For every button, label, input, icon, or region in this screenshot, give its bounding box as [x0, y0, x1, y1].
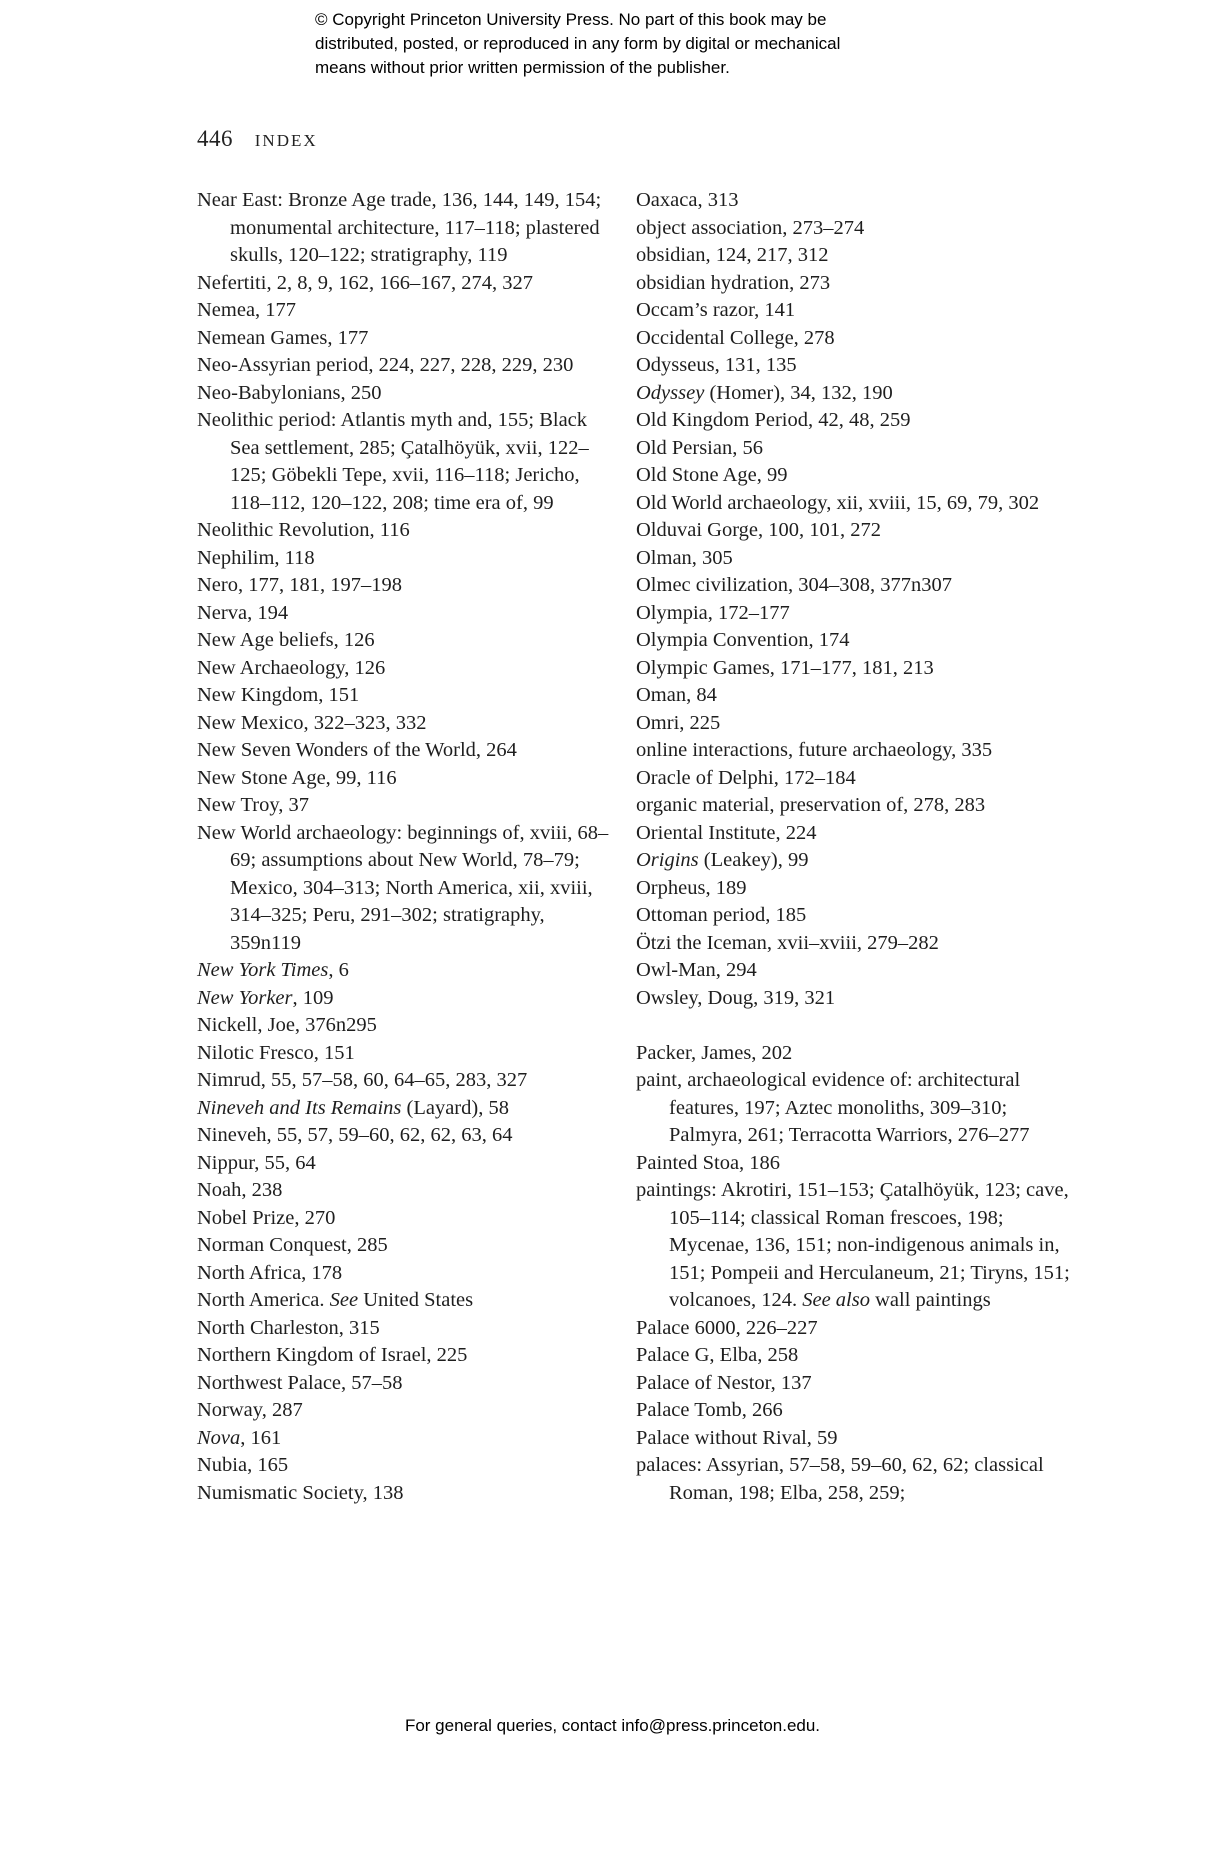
footer-contact: For general queries, contact info@press.princeton.edu.: [404, 1716, 821, 1735]
index-entry: Nobel Prize, 270: [197, 1206, 336, 1229]
entry-text: North America.: [197, 1289, 330, 1311]
entry-italic-text: New Yorker: [197, 986, 293, 1009]
index-entry: Old Stone Age, 99: [636, 464, 788, 486]
running-head: [197, 126, 318, 152]
index-entry: New Troy, 37: [197, 794, 310, 816]
index-entry: Norway, 287: [197, 1399, 303, 1421]
index-entry: North Africa, 178: [197, 1261, 343, 1284]
index-entry: Olympic Games, 171–177, 181, 213: [636, 656, 934, 679]
index-entry: Nimrud, 55, 57–58, 60, 64–65, 283, 327: [197, 1069, 528, 1091]
index-entry: Occidental College, 278: [636, 326, 835, 349]
index-entry: Odysseus, 131, 135: [636, 354, 797, 376]
entry-text: , 161: [240, 1426, 282, 1449]
index-entry: obsidian, 124, 217, 312: [636, 244, 829, 266]
index-entry: [197, 1095, 617, 1123]
index-entry: Nilotic Fresco, 151: [197, 1041, 355, 1064]
copyright-notice: [315, 8, 955, 80]
index-entry: Olman, 305: [636, 546, 733, 569]
index-entry: Oriental Institute, 224: [636, 821, 817, 844]
index-entry: Nineveh, 55, 57, 59–60, 62, 62, 63, 64: [197, 1124, 513, 1146]
index-entry: paint, archaeological evidence of: architectural features, 197; Aztec monoliths, 309–310; Palmyra, 261; Terracotta Warriors, 276–277: [636, 1069, 1030, 1146]
index-entry: New Seven Wonders of the World, 264: [197, 739, 517, 761]
entry-italic-text: Odyssey: [636, 381, 705, 404]
index-entry: Nerva, 194: [197, 601, 289, 624]
index-entry: New Archaeology, 126: [197, 656, 386, 679]
index-entry: [636, 1177, 1076, 1315]
index-entry: Near East: Bronze Age trade, 136, 144, 149, 154; monumental architecture, 117–118; plastered skulls, 120–122; stratigraphy, 119: [197, 189, 602, 266]
index-entry: Old World archaeology, xii, xviii, 15, 69, 79, 302: [636, 491, 1040, 514]
index-entry: [636, 847, 1076, 875]
entry-text: (Leakey), 99: [698, 849, 809, 871]
index-entry: Nero, 177, 181, 197–198: [197, 574, 402, 596]
index-entry: Numismatic Society, 138: [197, 1481, 404, 1504]
index-entry: Nemea, 177: [197, 299, 297, 321]
entry-italic-text: See also: [802, 1289, 870, 1311]
index-entry: Nickell, Joe, 376n295: [197, 1014, 377, 1036]
letter-group-gap: [636, 1012, 1076, 1040]
index-entry: Packer, James, 202: [636, 1041, 793, 1064]
index-entry: obsidian hydration, 273: [636, 271, 831, 294]
index-entry: Owsley, Doug, 319, 321: [636, 986, 836, 1009]
entry-italic-text: Origins: [636, 849, 699, 871]
index-entry: Nubia, 165: [197, 1454, 289, 1476]
index-entry: palaces: Assyrian, 57–58, 59–60, 62, 62; classical Roman, 198; Elba, 258, 259;: [636, 1454, 1044, 1504]
index-entry: Omri, 225: [636, 711, 721, 734]
index-entry: Oman, 84: [636, 684, 717, 706]
index-column-left: [197, 187, 617, 1507]
index-entry: [636, 380, 1076, 408]
index-entry: Neo-Assyrian period, 224, 227, 228, 229, 230: [197, 354, 574, 376]
index-entry: [197, 1287, 617, 1315]
index-entry: online interactions, future archaeology, 335: [636, 739, 993, 761]
entry-text: paintings: Akrotiri, 151–153; Çatalhöyük, 123; cave, 105–114; classical Roman frescoes, 198; Mycenae, 136, 151; non-indigenous animals in, 151; Pompeii and Herculaneum, 21; Tiryns, 151; volcanoes, 124.: [636, 1179, 1070, 1311]
index-entry: Nefertiti, 2, 8, 9, 162, 166–167, 274, 327: [197, 271, 533, 294]
index-entry: Olympia, 172–177: [636, 601, 790, 624]
index-entry: Painted Stoa, 186: [636, 1151, 781, 1174]
index-entry: Occam’s razor, 141: [636, 299, 796, 321]
index-entry: Olympia Convention, 174: [636, 629, 850, 651]
index-entry: Olmec civilization, 304–308, 377n307: [636, 574, 952, 596]
index-entry: Norman Conquest, 285: [197, 1234, 388, 1256]
index-entry: Ötzi the Iceman, xvii–xviii, 279–282: [636, 931, 939, 954]
copyright-line: means without prior written permission of the publisher.: [315, 58, 730, 77]
index-entry: [197, 1425, 617, 1453]
index-entry: Owl-Man, 294: [636, 959, 757, 981]
index-entry: Old Persian, 56: [636, 436, 763, 459]
index-entry: [197, 985, 617, 1013]
index-entry: Noah, 238: [197, 1179, 283, 1201]
index-entry: Old Kingdom Period, 42, 48, 259: [636, 409, 911, 431]
index-entry: Palace G, Elba, 258: [636, 1344, 799, 1366]
entry-italic-text: Nineveh and Its Remains: [197, 1096, 402, 1119]
index-entry: New Age beliefs, 126: [197, 629, 375, 651]
index-entry: Orpheus, 189: [636, 876, 747, 899]
entry-text: wall paintings: [869, 1289, 991, 1311]
entry-text: United States: [358, 1289, 474, 1311]
index-entry: Palace of Nestor, 137: [636, 1371, 812, 1394]
index-entry: Ottoman period, 185: [636, 904, 807, 926]
entry-italic-text: See: [329, 1289, 359, 1311]
entry-italic-text: Nova: [197, 1426, 241, 1449]
index-entry: Nippur, 55, 64: [197, 1151, 316, 1174]
page-number: 446: [197, 126, 233, 151]
index-entry: Neo-Babylonians, 250: [197, 381, 382, 404]
index-entry: Neolithic Revolution, 116: [197, 519, 410, 541]
copyright-line: © Copyright Princeton University Press. No part of this book may be: [315, 10, 827, 29]
index-entry: organic material, preservation of, 278, 283: [636, 794, 986, 816]
entry-italic-text: New York Times: [197, 959, 329, 981]
index-entry: Nephilim, 118: [197, 546, 315, 569]
index-entry: Oracle of Delphi, 172–184: [636, 766, 856, 789]
index-entry: Neolithic period: Atlantis myth and, 155; Black Sea settlement, 285; Çatalhöyük, xvii, 122–125; Göbekli Tepe, xvii, 116–118; Jericho, 118–112, 120–122, 208; time era of, 99: [197, 409, 589, 514]
entry-text: (Homer), 34, 132, 190: [704, 381, 893, 404]
entry-text: , 6: [328, 959, 349, 981]
index-entry: Palace Tomb, 266: [636, 1399, 783, 1421]
index-entry: Nemean Games, 177: [197, 326, 369, 349]
index-entry: New Stone Age, 99, 116: [197, 766, 397, 789]
index-entry: object association, 273–274: [636, 216, 865, 239]
entry-text: , 109: [292, 986, 334, 1009]
index-entry: Northwest Palace, 57–58: [197, 1371, 403, 1394]
index-entry: [197, 957, 617, 985]
index-column-right: [636, 187, 1076, 1507]
index-entry: New Mexico, 322–323, 332: [197, 711, 427, 734]
copyright-line: distributed, posted, or reproduced in any form by digital or mechanical: [315, 34, 841, 53]
section-title: INDEX: [254, 131, 318, 150]
entry-text: (Layard), 58: [401, 1096, 509, 1119]
index-entry: Palace without Rival, 59: [636, 1426, 838, 1449]
index-entry: North Charleston, 315: [197, 1316, 380, 1339]
index-entry: New World archaeology: beginnings of, xviii, 68–69; assumptions about New World, 78–79; Mexico, 304–313; North America, xii, xviii, 314–325; Peru, 291–302; stratigraphy, 359n119: [197, 821, 609, 954]
index-entry: Northern Kingdom of Israel, 225: [197, 1344, 468, 1366]
index-entry: New Kingdom, 151: [197, 684, 360, 706]
index-entry: Oaxaca, 313: [636, 189, 739, 211]
index-entry: Palace 6000, 226–227: [636, 1316, 818, 1339]
index-entry: Olduvai Gorge, 100, 101, 272: [636, 519, 882, 541]
